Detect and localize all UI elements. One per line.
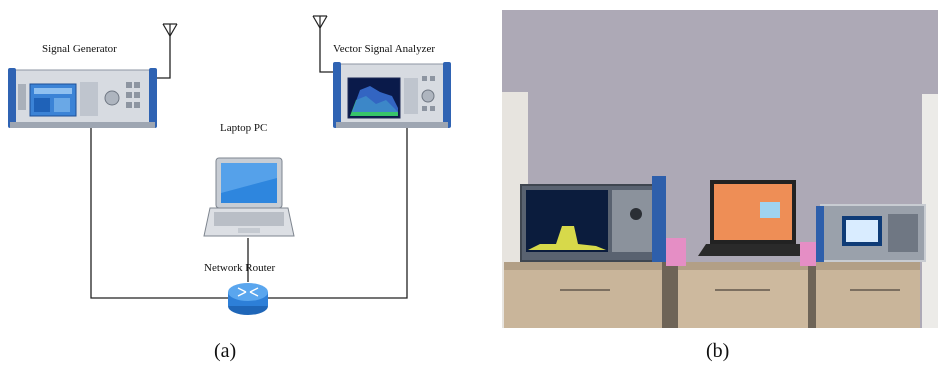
photo-spectrum-analyzer	[520, 176, 666, 262]
setup-photo	[470, 0, 939, 372]
antenna-icon	[313, 16, 327, 28]
setup-photo-panel	[470, 0, 939, 372]
signal-generator-icon	[8, 68, 157, 128]
laptop-icon	[204, 158, 294, 236]
laptop-label: Laptop PC	[220, 122, 268, 134]
photo-pink-block	[666, 238, 686, 266]
photo-cabinets	[504, 262, 920, 328]
vector-signal-analyzer-icon	[333, 62, 451, 128]
router-icon	[228, 283, 268, 315]
signal-generator-label: Signal Generator	[42, 43, 117, 55]
antenna-icon	[163, 24, 177, 36]
router-label: Network Router	[204, 262, 276, 274]
photo-pink-block	[800, 242, 816, 266]
photo-laptop	[698, 180, 808, 256]
caption-b: (b)	[706, 340, 730, 362]
photo-signal-generator	[816, 204, 926, 262]
caption-a: (a)	[214, 340, 237, 362]
vector-signal-analyzer-label: Vector Signal Analyzer	[333, 43, 436, 55]
